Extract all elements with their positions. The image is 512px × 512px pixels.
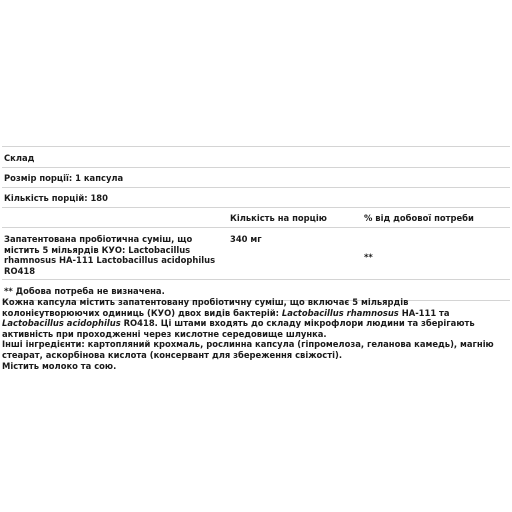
- strain-code-1: HA-111 та: [398, 307, 450, 318]
- ingredient-daily-value: **: [364, 252, 373, 262]
- serving-size: Розмір порції: 1 капсула: [2, 168, 510, 188]
- strain-name-2: Lactobacillus acidophilus: [2, 318, 121, 329]
- table-title: Склад: [2, 147, 510, 168]
- product-description: [2, 297, 508, 371]
- footnote: ** Добова потреба не визначена.: [2, 280, 510, 301]
- other-ingredients: Інші інгредієнти: картопляний крохмаль, рослинна капсула (гіпромелоза, геланова камедь), магнію стеарат, аскорбінова кислота (консервант для збереження свіжості).: [2, 339, 494, 360]
- allergen-info: Містить молоко та сою.: [2, 360, 117, 371]
- description-text-a: Кожна капсула містить запатентовану пробіотичну суміш, що включає 5 мільярдів колонієутворюючих одиниць (КУО) двох видів бактерій:: [2, 297, 409, 318]
- ingredient-row: [2, 228, 510, 280]
- strain-name-1: Lactobacillus rhamnosus: [281, 307, 399, 318]
- header-daily-value: % від добової потреби: [364, 213, 474, 223]
- ingredient-name: Запатентована пробіотична суміш, що містить 5 мільярдів КУО: Lactobacillus rhamnosus HA-111 Lactobacillus acidophilus RO418: [4, 234, 216, 276]
- description-text-b: RO418. Ці штами входять до складу мікрофлори людини та зберігають активність при проходженні через кислотне середовище шлунка.: [2, 318, 475, 339]
- table-header-row: [2, 208, 510, 228]
- supplement-facts-table: [2, 146, 510, 301]
- description-paragraph: [2, 297, 508, 339]
- servings-per-container: Кількість порцій: 180: [2, 188, 510, 208]
- header-amount: Кількість на порцію: [230, 213, 327, 223]
- ingredient-amount: 340 мг: [230, 234, 262, 244]
